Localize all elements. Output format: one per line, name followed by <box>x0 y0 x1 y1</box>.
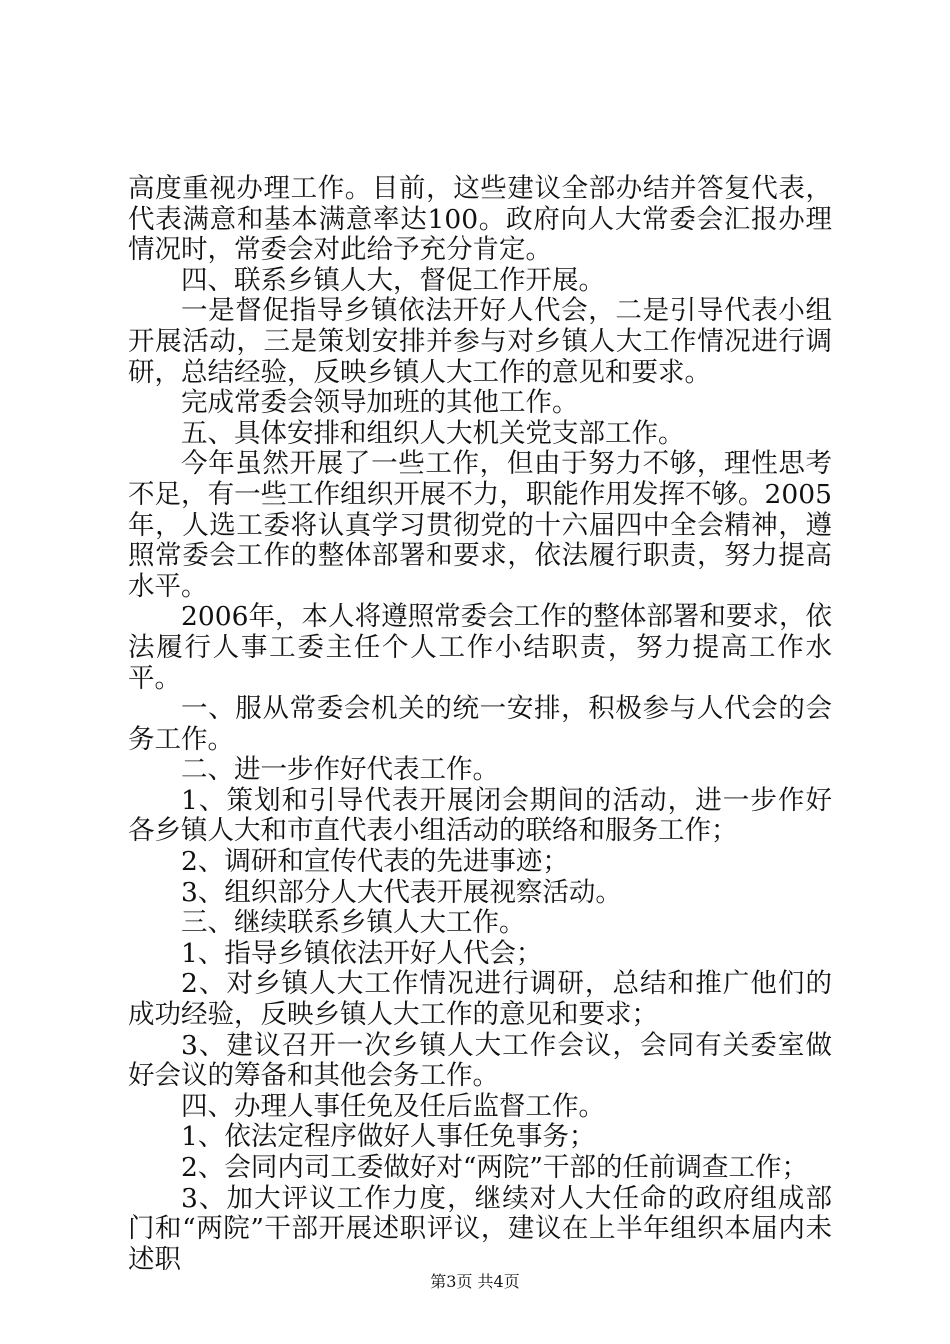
paragraph: 今年虽然开展了一些工作，但由于努力不够，理性思考不足，有一些工作组织开展不力，职能作用发挥不够。2005年，人选工委将认真学习贯彻党的十六届四中全会精神，遵照常委会工作的整体部署和要求，依法履行职责，努力提高水平。 <box>128 448 832 602</box>
paragraph: 2、调研和宣传代表的先进事迹； <box>181 846 569 878</box>
paragraph: 一是督促指导乡镇依法开好人代会，二是引导代表小组开展活动，三是策划安排并参与对乡镇人大工作情况进行调研，总结经验，反映乡镇人大工作的意见和要求。 <box>128 295 832 388</box>
paragraph: 五、具体安排和组织人大机关党支部工作。 <box>181 417 685 449</box>
paragraph: 二、进一步作好代表工作。 <box>181 754 499 786</box>
paragraph: 四、办理人事任免及任后监督工作。 <box>181 1090 605 1122</box>
paragraph: 3、建议召开一次乡镇人大工作会议，会同有关委室做好会议的筹备和其他会务工作。 <box>128 1029 832 1092</box>
paragraph: 2、会同内司工委做好对“两院”干部的任前调查工作； <box>181 1152 808 1183</box>
paragraph: 3、加大评议工作力度，继续对人大任命的政府组成部门和“两院”干部开展述职评议，建议在上半年组织本届内未述职 <box>128 1182 832 1275</box>
paragraph: 1、指导乡镇依法开好人代会； <box>181 937 543 969</box>
paragraph: 四、联系乡镇人大，督促工作开展。 <box>181 264 605 296</box>
page-number-footer: 第3页 共4页 <box>430 1272 520 1291</box>
paragraph: 一、服从常委会机关的统一安排，积极参与人代会的会务工作。 <box>128 693 832 755</box>
paragraph: 2006年，本人将遵照常委会工作的整体部署和要求，依法履行人事工委主任个人工作小结职责，努力提高工作水平。 <box>128 601 832 694</box>
paragraph: 1、依法定程序做好人事任免事务； <box>181 1121 596 1153</box>
paragraph: 2、对乡镇人大工作情况进行调研，总结和推广他们的成功经验，反映乡镇人大工作的意见和要求； <box>128 968 832 1031</box>
paragraph: 高度重视办理工作。目前，这些建议全部办结并答复代表，代表满意和基本满意率达100。政府向人大常委会汇报办理情况时，常委会对此给予充分肯定。 <box>128 173 832 266</box>
document-body <box>128 174 832 1275</box>
paragraph: 三、继续联系乡镇人大工作。 <box>181 907 526 939</box>
paragraph: 完成常委会领导加班的其他工作。 <box>181 387 579 419</box>
paragraph: 1、策划和引导代表开展闭会期间的活动，进一步作好各乡镇人大和市直代表小组活动的联络和服务工作； <box>128 784 832 847</box>
paragraph: 3、组织部分人大代表开展视察活动。 <box>181 876 622 908</box>
